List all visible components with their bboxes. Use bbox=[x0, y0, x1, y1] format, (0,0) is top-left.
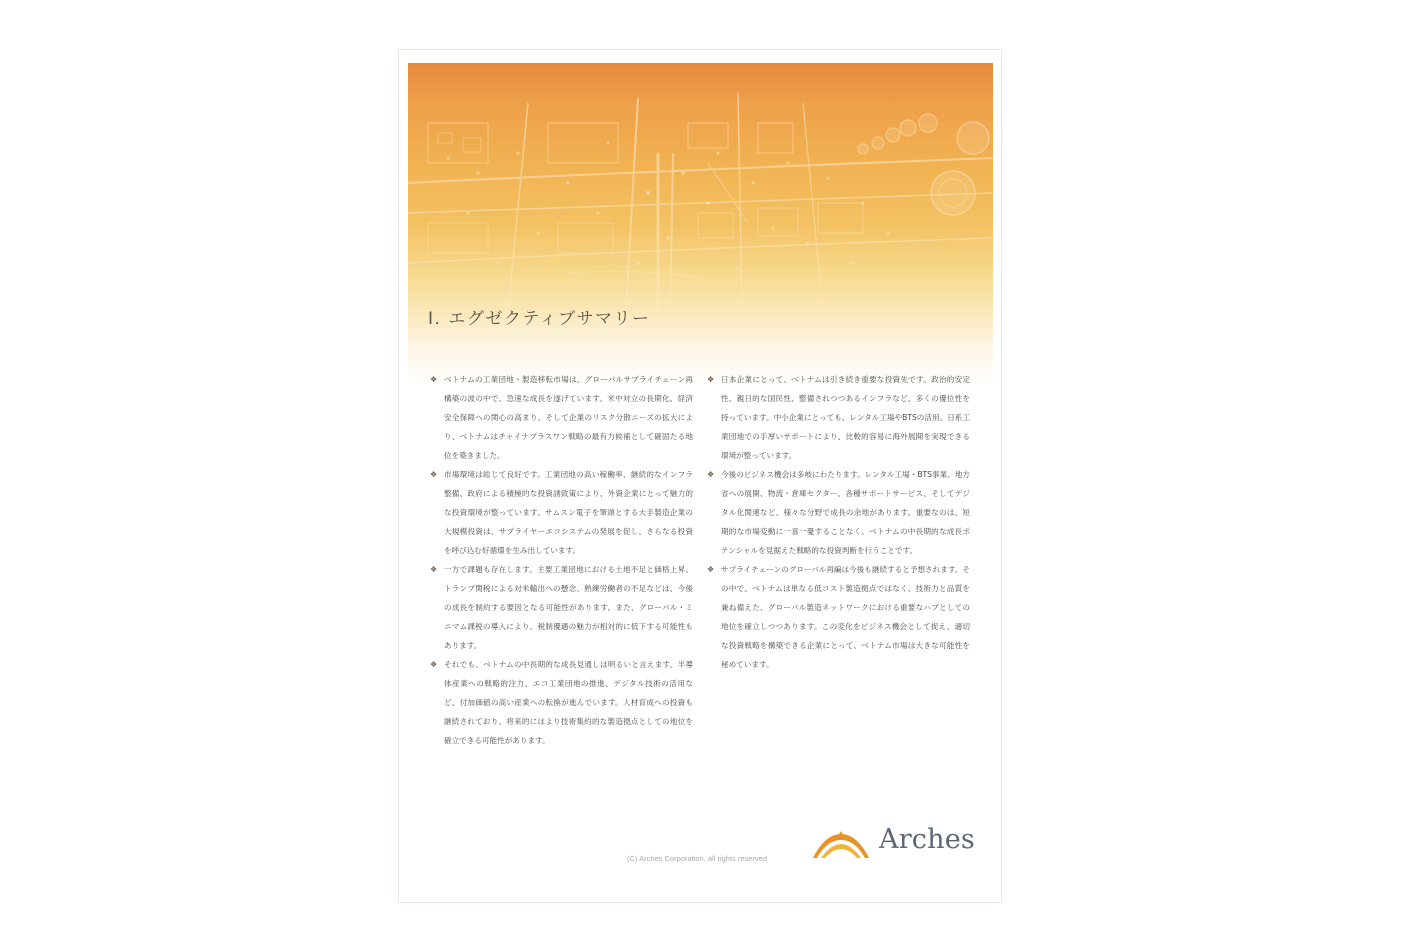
diamond-bullet-icon: ❖ bbox=[707, 375, 715, 384]
bullet-item bbox=[706, 370, 970, 465]
bullet-text: 今後のビジネス機会は多岐にわたります。レンタル工場・BTS事業、地方省への展開、物流・倉庫セクター、各種サポートサービス、そしてデジタル化関連など、様々な分野で成長の余地があります。重要なのは、短期的な市場変動に一喜一憂することなく、ベトナムの中長期的な成長ポテンシャルを見据えた戦略的な投資判断を行うことです。 bbox=[721, 470, 970, 555]
arches-logo bbox=[811, 822, 981, 866]
logo-wordmark: Arches bbox=[879, 824, 975, 855]
bullet-item bbox=[429, 560, 693, 655]
hero-banner bbox=[408, 63, 993, 403]
diamond-bullet-icon: ❖ bbox=[430, 660, 438, 669]
bullet-text: それでも、ベトナムの中長期的な成長見通しは明るいと言えます。半導体産業への戦略的注力、エコ工業団地の推進、デジタル技術の活用など、付加価値の高い産業への転換が進んでいます。人材育成への投資も継続されており、将来的にはより技術集約的な製造拠点としての地位を確立できる可能性があります。 bbox=[444, 660, 693, 745]
diamond-bullet-icon: ❖ bbox=[707, 565, 715, 574]
bullet-text: サプライチェーンのグローバル再編は今後も継続すると予想されます。その中で、ベトナムは単なる低コスト製造拠点ではなく、技術力と品質を兼ね備えた、グローバル製造ネットワークにおける重要なハブとしての地位を確立しつつあります。この変化をビジネス機会として捉え、適切な投資戦略を構築できる企業にとって、ベトナム市場は大きな可能性を秘めています。 bbox=[721, 565, 970, 669]
bullet-item bbox=[429, 370, 693, 465]
diamond-bullet-icon: ❖ bbox=[430, 375, 438, 384]
right-column bbox=[706, 370, 970, 674]
bullet-item bbox=[706, 560, 970, 674]
diamond-bullet-icon: ❖ bbox=[430, 470, 438, 479]
section-title: Ⅰ. エグゼクティブサマリー bbox=[428, 309, 651, 329]
left-column bbox=[429, 370, 693, 750]
document-page bbox=[398, 49, 1002, 903]
bullet-item bbox=[429, 655, 693, 750]
copyright-notice: (C) Arches Corporation, all rights reserved bbox=[627, 854, 768, 863]
bullet-item bbox=[429, 465, 693, 560]
bullet-text: 日本企業にとって、ベトナムは引き続き重要な投資先です。政治的安定性、親日的な国民性、整備されつつあるインフラなど、多くの優位性を持っています。中小企業にとっても、レンタル工場やBTSの活用、日系工業団地での手厚いサポートにより、比較的容易に海外展開を実現できる環境が整っています。 bbox=[721, 375, 970, 460]
bullet-item bbox=[706, 465, 970, 560]
bullet-text: 市場環境は総じて良好です。工業団地の高い稼働率、継続的なインフラ整備、政府による積極的な投資誘致策により、外資企業にとって魅力的な投資環境が整っています。サムスン電子を筆頭とする大手製造企業の大規模投資は、サプライヤーエコシステムの発展を促し、さらなる投資を呼び込む好循環を生み出しています。 bbox=[444, 470, 693, 555]
arches-arch-icon bbox=[811, 830, 871, 860]
bullet-text: ベトナムの工業団地・製造移転市場は、グローバルサプライチェーン再構築の波の中で、急速な成長を遂げています。米中対立の長期化、経済安全保障への関心の高まり、そして企業のリスク分散ニーズの拡大により、ベトナムはチャイナプラスワン戦略の最有力候補として確固たる地位を築きました。 bbox=[444, 375, 693, 460]
diamond-bullet-icon: ❖ bbox=[430, 565, 438, 574]
industrial-aerial-image bbox=[408, 63, 993, 403]
bullet-text: 一方で課題も存在します。主要工業団地における土地不足と価格上昇、トランプ関税による対米輸出への懸念、熟練労働者の不足などは、今後の成長を制約する要因となる可能性があります。また、グローバル・ミニマム課税の導入により、税制優遇の魅力が相対的に低下する可能性もあります。 bbox=[444, 565, 693, 650]
diamond-bullet-icon: ❖ bbox=[707, 470, 715, 479]
